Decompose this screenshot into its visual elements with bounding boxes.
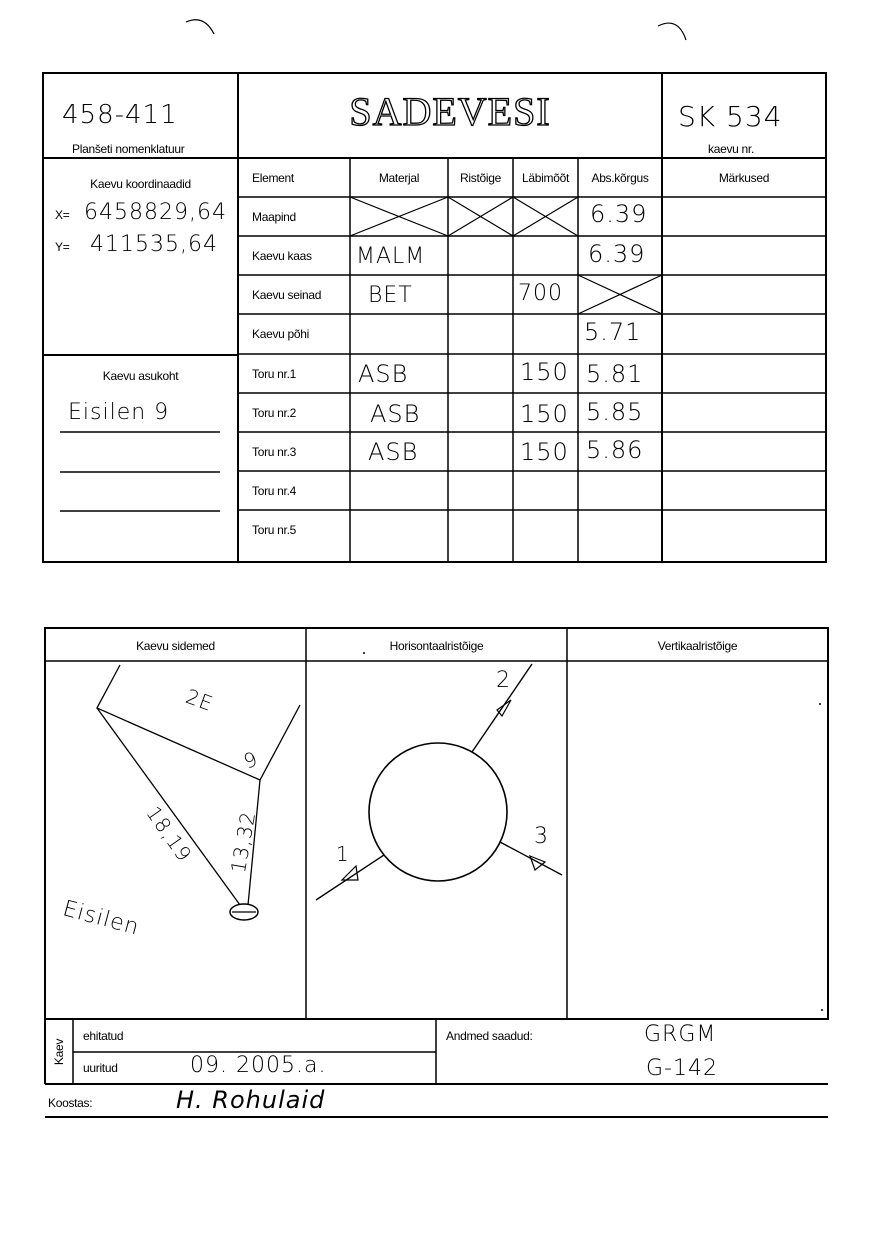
sketch-label-street: Eisilen [60,896,143,941]
row-element: Kaevu seinad [252,288,322,302]
row-element: Toru nr.2 [252,406,296,420]
row-diameter: 150 [520,400,569,428]
coordinates-label: Kaevu koordinaadid [90,177,191,191]
row-diameter: 700 [518,281,563,306]
well-number-value: SK 534 [678,100,783,133]
row-element: Toru nr.5 [252,523,296,537]
data-source-label: Andmed saadud: [446,1029,533,1043]
row-abs-height: 5.86 [586,436,644,464]
row-element: Kaevu kaas [252,249,312,263]
header-abs-height: Abs.kõrgus [591,171,649,185]
row-material: BET [368,283,413,308]
ties-header: Kaevu sidemed [136,639,215,653]
header-material: Materjal [378,171,420,185]
sketch-label-9: 9 [240,746,262,774]
sketch-label-18-19: 18,19 [141,801,197,867]
data-source-value-1: GRGM [644,1022,717,1047]
compiled-by-label: Koostas: [48,1096,93,1110]
pipe-label-2: 2 [496,668,511,693]
row-diameter: 150 [520,438,569,466]
row-abs-height: 5.71 [584,318,642,346]
row-abs-height: 5.81 [586,360,644,388]
row-abs-height: 6.39 [590,200,648,228]
surveyed-label: uuritud [83,1061,118,1075]
row-element: Kaevu põhi [252,327,310,341]
row-element: Toru nr.1 [252,367,296,381]
row-material: ASB [370,400,421,428]
row-element: Toru nr.4 [252,484,296,498]
well-number-label: kaevu nr. [708,142,754,156]
plan-sheet-label: Planšeti nomenklatuur [72,142,185,156]
location-value: Eisilen 9 [68,400,170,425]
row-element: Maapind [252,210,296,224]
location-label: Kaevu asukoht [102,369,179,383]
row-material: ASB [368,438,419,466]
header-remarks: Märkused [718,171,770,185]
surveyed-value: 09. 2005.a. [190,1053,327,1078]
row-abs-height: 5.85 [586,398,644,426]
coordinate-x-prefix: X= [55,208,70,222]
row-material: ASB [358,360,409,388]
well-side-label: Kaev [52,1038,66,1066]
coordinate-y-prefix: Y= [55,240,70,254]
sketch-label-13-32: 13,32 [225,809,261,875]
data-source-value-2: G-142 [646,1056,718,1081]
coordinate-y-value: 411535,64 [90,232,218,257]
vertical-section-header: Vertikaalristõige [657,639,738,653]
pipe-label-3: 3 [534,824,549,849]
row-material: MALM [356,244,426,269]
compiled-by-value: H. Rohulaid [176,1086,326,1114]
coordinate-x-value: 6458829,64 [84,200,227,225]
row-element: Toru nr.3 [252,445,296,459]
pipe-label-1: 1 [336,842,350,866]
horizontal-section-header: Horisontaalristõige [389,639,484,653]
header-element: Element [252,171,294,185]
plan-sheet-value: 458-411 [62,100,178,130]
row-abs-height: 6.39 [588,240,646,268]
sketch-label-2e: 2E [182,684,217,716]
row-diameter: 150 [520,358,569,386]
header-cross-section: Ristõige [460,171,501,185]
header-diameter: Läbimõõt [522,171,569,185]
built-label: ehitatud [83,1029,124,1043]
page-title: SADEVESI [349,89,551,134]
